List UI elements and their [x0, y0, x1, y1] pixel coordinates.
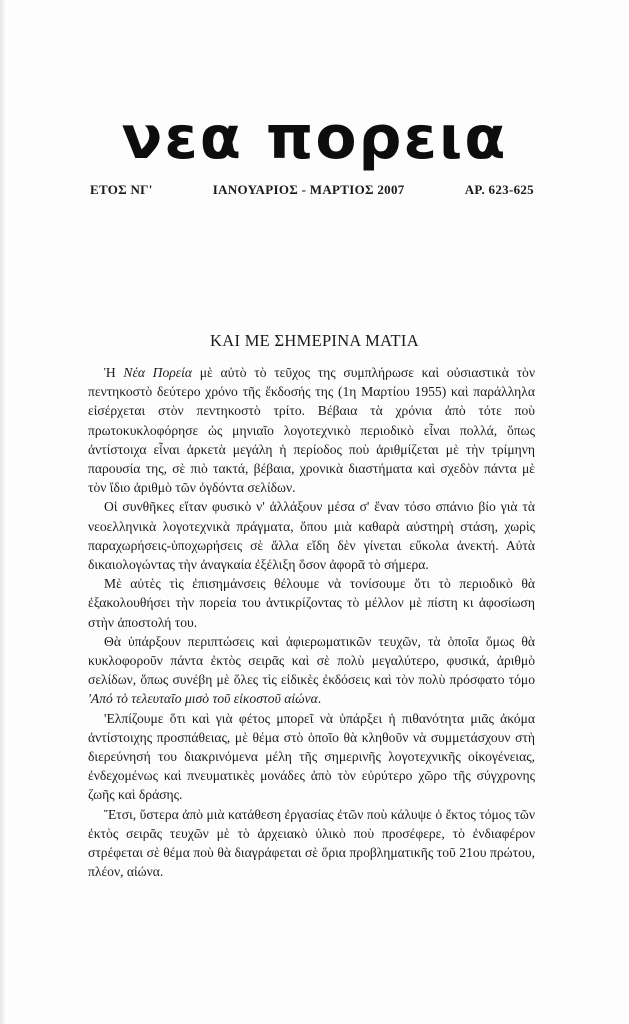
issue-number: ΑΡ. 623-625 [464, 182, 534, 197]
article-title: ΚΑΙ ΜΕ ΣΗΜΕΡΙΝΑ ΜΑΤΙΑ [210, 331, 419, 350]
paragraph-2: Οἱ συνθῆκες εἴταν φυσικὸ ν' ἀλλάξουν μέσα σ' ἕναν τόσο σπάνιο βίο γιὰ τὰ νεοελληνικὰ λογοτεχνικὰ πράγματα, ὅπου μιὰ καθαρὰ αὐστηρὴ στάση, χωρὶς παραχωρήσεις-ὑποχωρήσεις σὲ ἄλλα εἴδη δὲν γίνεται εὔκολα ἀνεκτή. Αὐτὰ δικαιολογώντας τὴν ἀναγκαία ἐξέλιξη ὅσον ἀφορᾶ τὸ σήμερα. [88, 499, 535, 573]
paragraph-1-rest: μὲ αὐτὸ τὸ τεῦχος της συμπλήρωσε καὶ οὐσιαστικὰ τὸν πεντηκοστὸ δεύτερο χρόνο τῆς ἔκδοσής της (1η Μαρτίου 1955) καὶ παράλληλα εἰσέρχεται στὸν πεντηκοστὸ τρίτο. Βέβαια τὰ χρόνια ἀπὸ τότε ποὺ πρωτοκυκλοφόρησε ὡς μηνιαῖο λογοτεχνικὸ περιοδικὸ εἶναι πολλά, ὅπως ἀντίστοιχα εἶναι ἀρκετὰ μεγάλη ἡ περίοδος ποὺ ἀριθμίζεται μὲ τὴν τρίμηνη παρουσία της, σὲ πιὸ τακτά, βέβαια, χρονικὰ διαστήματα καὶ σχεδὸν πάντα μὲ τὸν ἴδιο ἀριθμὸ τῶν ὀγδόντα σελίδων. [88, 365, 535, 496]
journal-name: Νέα Πορεία [123, 365, 193, 380]
paragraph-5: 'Ελπίζουμε ὅτι καὶ γιὰ φέτος μπορεῖ νὰ ὑπάρξει ἡ πιθανότητα μιᾶς ἀκόμα ἀντίστοιχης προσπάθειας, μὲ θέμα στὸ ὁποῖο θὰ κληθοῦν νὰ συμμετάσχουν στὴ διερεύνησή του διακρινόμενα μέλη τῆς σημερινῆς λογοτεχνικῆς οἰκογένειας, ἐνδεχομένως καὶ πνευματικὲς μονάδες ἀπὸ τὸν εὐρύτερο χῶρο τῆς σύγχρονης ζωῆς καὶ δράσης. [88, 710, 535, 803]
paragraph-4-end: . [317, 691, 322, 707]
paragraph-4 [88, 632, 535, 709]
issue-period: ΙΑΝΟΥΑΡΙΟΣ - ΜΑΡΤΙΟΣ 2007 [212, 182, 405, 197]
paragraph-1 [88, 363, 535, 497]
paragraph-3: Μὲ αὐτὲς τὶς ἐπισημάνσεις θέλουμε νὰ τονίσουμε ὅτι τὸ περιοδικὸ θὰ ἐξακολουθήσει τὴν πορεία του ἀντικρίζοντας τὸ μέλλον μὲ πίστη κι ἀφοσίωση στὴν ἀποστολή του. [88, 576, 535, 630]
paragraph-6: Ἔτσι, ὕστερα ἀπὸ μιὰ κατάθεση ἐργασίας ἐτῶν ποὺ κάλυψε ὁ ἔκτος τόμος τῶν ἐκτὸς σειρᾶς τευχῶν μὲ τὸ ἀρχειακὸ ὑλικὸ ποὺ προσέφερε, τὸ ἐνδιαφέρον στρέφεται σὲ θέμα ποὺ θὰ διαγράφεται σὲ ὅρια προβληματικῆς τοῦ 21ου πρώτου, πλέον, αἰώνα. [88, 806, 535, 880]
masthead-title: νεα πορεια [121, 103, 508, 173]
issue-line [90, 182, 534, 198]
paragraph-4-main: Θὰ ὑπάρξουν περιπτώσεις καὶ ἀφιερωματικῶν τευχῶν, τὰ ὁποῖα ὅμως θὰ κυκλοφοροῦν πάντα ἐκτὸς σειρᾶς καὶ σὲ πολὺ μεγαλύτερο, φυσικά, ἀριθμὸ σελίδων, ὅπως συνέβη μὲ ὅλες τὶς εἰδικὲς ἐκδόσεις καὶ τὸν πολὺ πρόσφατο τόμο [88, 633, 535, 688]
paragraph-1-lead: Ἡ [104, 365, 124, 380]
issue-year: ΕΤΟΣ ΝΓ' [90, 182, 153, 197]
book-title: 'Από τὸ τελευταῖο μισὸ τοῦ εἰκοστοῦ αἰώνα [88, 691, 318, 707]
article-body [88, 363, 535, 881]
